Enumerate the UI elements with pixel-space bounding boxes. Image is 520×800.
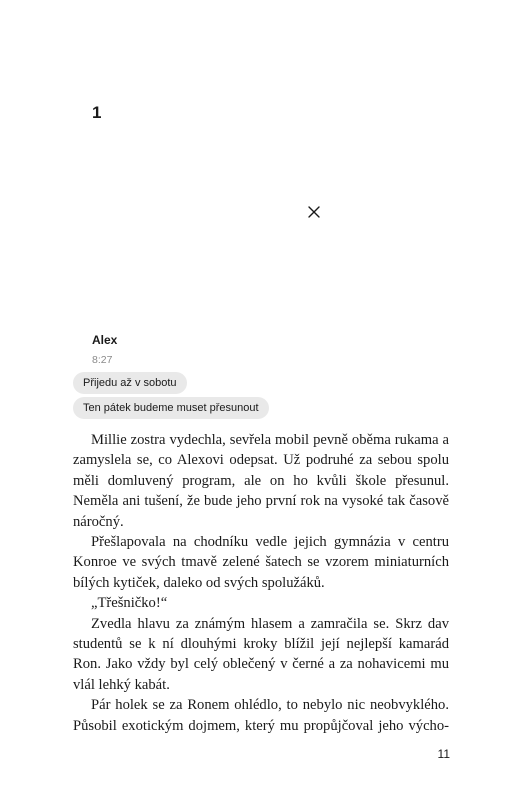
body-text: [73, 430, 449, 736]
message-bubble: Přijedu až v sobotu: [73, 372, 187, 394]
message-time: 8:27: [92, 354, 113, 366]
message-sender: Alex: [92, 333, 118, 347]
paragraph: Zvedla hlavu za známým hlasem a zamračila se. Skrz dav studentů se k ní dlouhými kroky blížil její nejlepší kamarád Ron. Jako vždy byl celý oblečený v černé a za nohavicemi mu vlál lehký kabát.: [73, 615, 449, 693]
paragraph: Přešlapovala na chodníku vedle jejich gymnázia v centru Konroe ve svých tmavě zelené šatech se vzorem miniaturních bílých kytiček, daleko od svých spolužáků.: [73, 534, 449, 591]
message-bubble: Ten pátek budeme muset přesunout: [73, 397, 269, 419]
page-number: 11: [437, 747, 450, 761]
paragraph: „Třešničko!“: [91, 595, 168, 612]
chapter-number: 1: [92, 103, 102, 122]
paragraph: Pár holek se za Ronem ohlédlo, to nebylo nic neobvyklého. Působil exotickým dojmem, který mu propůjčoval jeho výcho-: [73, 697, 449, 734]
paragraph: Millie zostra vydechla, sevřela mobil pevně oběma rukama a zamyslela se, co Alexovi odepsat. Už podruhé za sebou spolu měli domluvený program, ale on ho kvůli škole přesunul. Neměla ani tušení, že bude jeho první rok na vysoké tak časově náročný.: [73, 432, 449, 530]
x-mark-icon: [307, 205, 321, 219]
